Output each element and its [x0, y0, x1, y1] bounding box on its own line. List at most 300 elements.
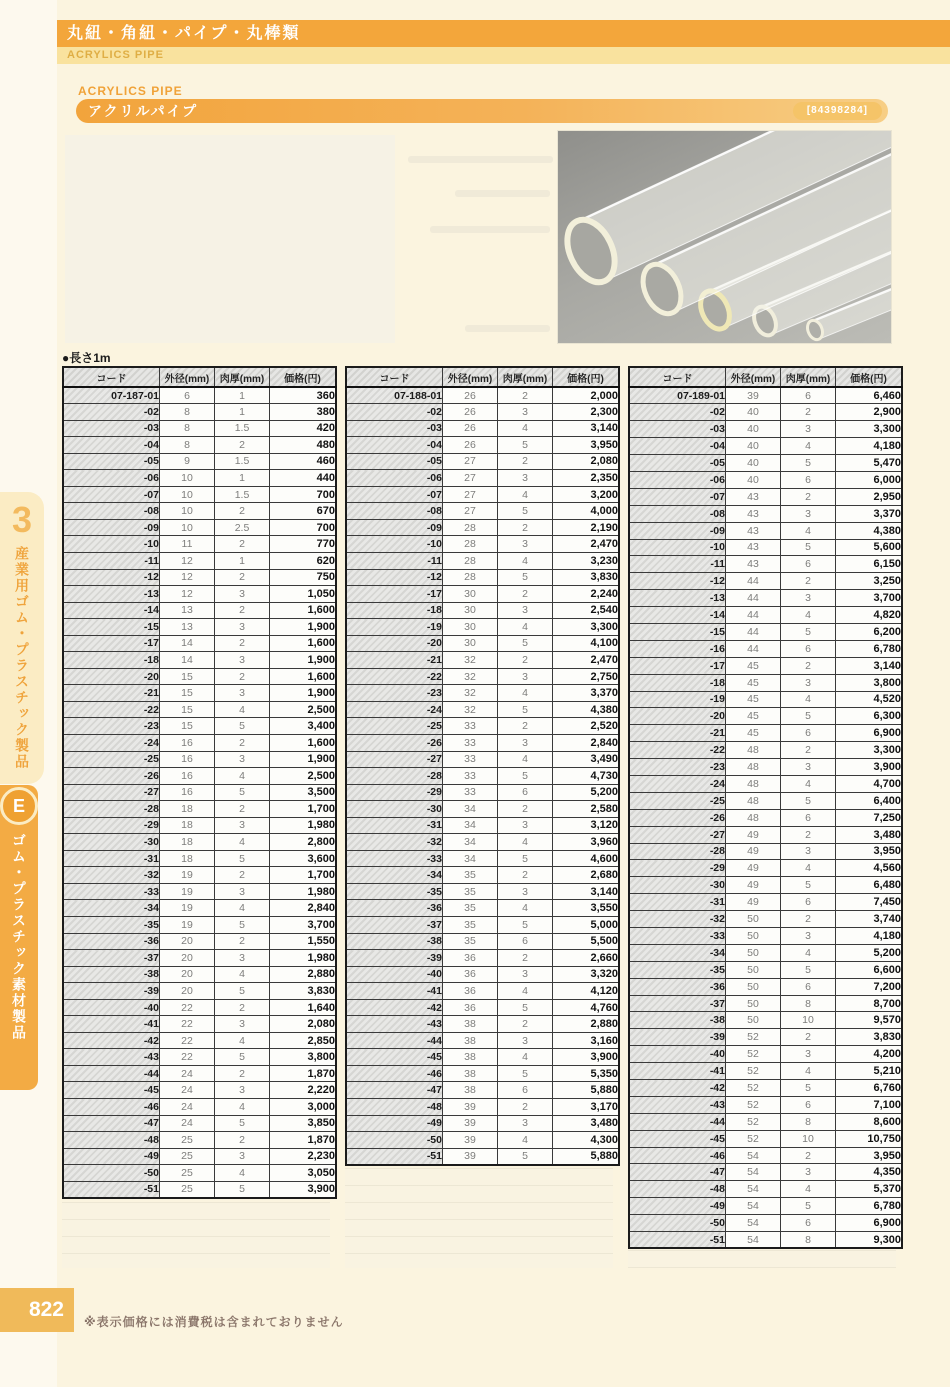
code-cell: -34: [63, 900, 160, 917]
code-cell: -12: [63, 569, 160, 586]
wall-thickness-cell: 3: [498, 734, 553, 751]
table-row: [629, 860, 902, 877]
sidebar-chapter-tab: [0, 492, 44, 784]
price-cell: 1,600: [270, 602, 337, 619]
outer-diameter-cell: 45: [726, 725, 781, 742]
outer-diameter-cell: 44: [726, 607, 781, 624]
code-cell: -37: [63, 950, 160, 967]
code-cell: -17: [629, 657, 726, 674]
outer-diameter-cell: 39: [443, 1099, 498, 1116]
outer-diameter-cell: 36: [443, 983, 498, 1000]
wall-thickness-cell: 5: [498, 917, 553, 934]
table-row: [63, 536, 336, 553]
code-cell: -05: [346, 453, 443, 470]
outer-diameter-cell: 12: [160, 552, 215, 569]
price-cell: 1,550: [270, 933, 337, 950]
outer-diameter-cell: 8: [160, 420, 215, 437]
code-cell: -15: [629, 623, 726, 640]
code-cell: -07: [629, 488, 726, 505]
outer-diameter-cell: 19: [160, 883, 215, 900]
code-cell: -32: [629, 911, 726, 928]
code-cell: -03: [63, 420, 160, 437]
outer-diameter-cell: 15: [160, 718, 215, 735]
outer-diameter-cell: 8: [160, 404, 215, 421]
outer-diameter-cell: 38: [443, 1016, 498, 1033]
table-row: [346, 685, 619, 702]
wall-thickness-cell: 4: [781, 1181, 836, 1198]
wall-thickness-cell: 2: [498, 950, 553, 967]
price-cell: 3,140: [553, 883, 620, 900]
outer-diameter-cell: 20: [160, 966, 215, 983]
table-row: [629, 961, 902, 978]
price-cell: 770: [270, 536, 337, 553]
code-cell: -06: [63, 470, 160, 487]
code-cell: -45: [346, 1049, 443, 1066]
code-cell: -50: [63, 1165, 160, 1182]
wall-thickness-cell: 1.5: [215, 486, 270, 503]
wall-thickness-cell: 5: [215, 983, 270, 1000]
wall-thickness-cell: 2: [215, 536, 270, 553]
wall-thickness-cell: 1: [215, 470, 270, 487]
table-row: [346, 950, 619, 967]
outer-diameter-cell: 26: [443, 404, 498, 421]
wall-thickness-cell: 2: [498, 1016, 553, 1033]
code-cell: -06: [346, 470, 443, 487]
table-row: [346, 519, 619, 536]
outer-diameter-cell: 35: [443, 867, 498, 884]
outer-diameter-cell: 18: [160, 801, 215, 818]
table-row: [63, 701, 336, 718]
table-row: [63, 635, 336, 652]
price-cell: 4,180: [836, 928, 903, 945]
code-cell: -17: [63, 635, 160, 652]
wall-thickness-cell: 3: [498, 668, 553, 685]
wall-thickness-cell: 4: [498, 486, 553, 503]
table-row: [629, 1181, 902, 1198]
price-cell: 4,520: [836, 691, 903, 708]
price-table-07-187: [62, 366, 337, 1199]
outer-diameter-cell: 40: [726, 404, 781, 421]
wall-thickness-cell: 2: [498, 387, 553, 404]
code-cell: -08: [63, 503, 160, 520]
wall-thickness-cell: 2: [781, 657, 836, 674]
code-cell: -04: [346, 437, 443, 454]
wall-thickness-cell: 4: [781, 775, 836, 792]
wall-thickness-cell: 2: [498, 867, 553, 884]
price-cell: 3,700: [270, 917, 337, 934]
table-row: [63, 850, 336, 867]
price-cell: 4,350: [836, 1164, 903, 1181]
price-cell: 3,370: [836, 505, 903, 522]
outer-diameter-cell: 14: [160, 652, 215, 669]
table-row: [346, 619, 619, 636]
table-row: [63, 1115, 336, 1132]
outer-diameter-cell: 40: [726, 455, 781, 472]
price-cell: 3,850: [270, 1115, 337, 1132]
wall-thickness-cell: 2: [215, 602, 270, 619]
outer-diameter-cell: 25: [160, 1148, 215, 1165]
price-cell: 3,400: [270, 718, 337, 735]
wall-thickness-cell: 2: [215, 1132, 270, 1149]
wall-thickness-cell: 5: [215, 718, 270, 735]
wall-thickness-cell: 5: [215, 917, 270, 934]
code-cell: -13: [629, 590, 726, 607]
table-row: [629, 1080, 902, 1097]
table-row: [63, 768, 336, 785]
table-row: [63, 917, 336, 934]
code-cell: 07-189-01: [629, 387, 726, 404]
outer-diameter-cell: 22: [160, 1032, 215, 1049]
price-cell: 1,980: [270, 817, 337, 834]
price-cell: 3,490: [553, 751, 620, 768]
outer-diameter-cell: 39: [443, 1115, 498, 1132]
table-row: [346, 404, 619, 421]
table-row: [629, 556, 902, 573]
wall-thickness-cell: 2: [215, 867, 270, 884]
code-cell: -35: [629, 961, 726, 978]
table-row: [629, 404, 902, 421]
wall-thickness-cell: 5: [498, 1065, 553, 1082]
code-cell: -43: [629, 1096, 726, 1113]
table-row: [346, 966, 619, 983]
code-cell: -23: [346, 685, 443, 702]
outer-diameter-cell: 34: [443, 801, 498, 818]
code-cell: -49: [346, 1115, 443, 1132]
table-row: [63, 999, 336, 1016]
wall-thickness-cell: 3: [498, 883, 553, 900]
code-cell: -46: [63, 1099, 160, 1116]
table-row: [63, 552, 336, 569]
price-cell: 3,300: [836, 742, 903, 759]
code-cell: -49: [63, 1148, 160, 1165]
table-row: [346, 1082, 619, 1099]
price-cell: 6,780: [836, 640, 903, 657]
price-cell: 2,840: [553, 734, 620, 751]
code-cell: -36: [346, 900, 443, 917]
wall-thickness-cell: 6: [781, 809, 836, 826]
wall-thickness-cell: 4: [781, 691, 836, 708]
price-cell: 5,880: [553, 1148, 620, 1165]
table-row: [346, 817, 619, 834]
outer-diameter-cell: 34: [443, 817, 498, 834]
price-table-07-188: [345, 366, 620, 1166]
outer-diameter-cell: 40: [726, 471, 781, 488]
chapter-label: 産業用ゴム・プラスチック製品: [14, 546, 30, 770]
column-header: 外径(mm): [443, 367, 498, 387]
table-row: [63, 801, 336, 818]
code-cell: -41: [63, 1016, 160, 1033]
code-cell: -39: [629, 1029, 726, 1046]
code-cell: -36: [629, 978, 726, 995]
price-cell: 4,820: [836, 607, 903, 624]
price-cell: 7,200: [836, 978, 903, 995]
outer-diameter-cell: 10: [160, 486, 215, 503]
table-row: [63, 668, 336, 685]
outer-diameter-cell: 20: [160, 950, 215, 967]
outer-diameter-cell: 50: [726, 928, 781, 945]
code-cell: -44: [629, 1113, 726, 1130]
wall-thickness-cell: 5: [781, 961, 836, 978]
outer-diameter-cell: 45: [726, 674, 781, 691]
price-cell: 4,380: [553, 701, 620, 718]
wall-thickness-cell: 4: [498, 751, 553, 768]
outer-diameter-cell: 24: [160, 1082, 215, 1099]
wall-thickness-cell: 3: [215, 619, 270, 636]
outer-diameter-cell: 45: [726, 691, 781, 708]
column-header: 価格(円): [553, 367, 620, 387]
table-row: [63, 652, 336, 669]
price-cell: 4,380: [836, 522, 903, 539]
code-cell: -28: [63, 801, 160, 818]
code-cell: -22: [346, 668, 443, 685]
outer-diameter-cell: 27: [443, 470, 498, 487]
outer-diameter-cell: 43: [726, 539, 781, 556]
code-cell: -44: [63, 1065, 160, 1082]
price-cell: 3,960: [553, 834, 620, 851]
code-cell: -31: [629, 894, 726, 911]
code-cell: -44: [346, 1032, 443, 1049]
code-cell: -25: [346, 718, 443, 735]
price-cell: 3,200: [553, 486, 620, 503]
price-cell: 6,400: [836, 792, 903, 809]
outer-diameter-cell: 20: [160, 933, 215, 950]
outer-diameter-cell: 50: [726, 911, 781, 928]
code-cell: -29: [346, 784, 443, 801]
price-cell: 4,700: [836, 775, 903, 792]
ghost-text-line: [408, 156, 553, 163]
wall-thickness-cell: 3: [215, 685, 270, 702]
code-cell: -02: [63, 404, 160, 421]
ghost-table: [62, 1202, 330, 1268]
wall-thickness-cell: 3: [781, 590, 836, 607]
length-note: ●長さ1m: [62, 351, 111, 365]
acrylic-pipes-illustration: [558, 131, 891, 343]
outer-diameter-cell: 43: [726, 556, 781, 573]
wall-thickness-cell: 5: [781, 539, 836, 556]
wall-thickness-cell: 3: [781, 1046, 836, 1063]
table-row: [629, 1130, 902, 1147]
wall-thickness-cell: 5: [215, 850, 270, 867]
wall-thickness-cell: 1: [215, 404, 270, 421]
outer-diameter-cell: 32: [443, 652, 498, 669]
outer-diameter-cell: 48: [726, 809, 781, 826]
wall-thickness-cell: 3: [498, 536, 553, 553]
price-cell: 6,760: [836, 1080, 903, 1097]
outer-diameter-cell: 43: [726, 522, 781, 539]
ghost-bleedthrough-panel: [65, 135, 395, 343]
column-header: 肉厚(mm): [781, 367, 836, 387]
table-row: [63, 751, 336, 768]
table-row: [346, 900, 619, 917]
table-row: [346, 999, 619, 1016]
outer-diameter-cell: 30: [443, 586, 498, 603]
price-cell: 3,170: [553, 1099, 620, 1116]
table-row: [629, 657, 902, 674]
table-row: [629, 1198, 902, 1215]
wall-thickness-cell: 2: [215, 503, 270, 520]
outer-diameter-cell: 50: [726, 944, 781, 961]
outer-diameter-cell: 38: [443, 1082, 498, 1099]
code-cell: -02: [629, 404, 726, 421]
outer-diameter-cell: 44: [726, 623, 781, 640]
wall-thickness-cell: 5: [498, 437, 553, 454]
table-row: [63, 519, 336, 536]
table-row: [629, 421, 902, 438]
wall-thickness-cell: 2: [498, 586, 553, 603]
price-cell: 1,600: [270, 734, 337, 751]
outer-diameter-cell: 22: [160, 999, 215, 1016]
wall-thickness-cell: 2: [215, 933, 270, 950]
wall-thickness-cell: 4: [498, 1132, 553, 1149]
outer-diameter-cell: 54: [726, 1181, 781, 1198]
price-cell: 2,220: [270, 1082, 337, 1099]
code-cell: -14: [629, 607, 726, 624]
code-cell: -28: [346, 768, 443, 785]
table-row: [346, 850, 619, 867]
outer-diameter-cell: 25: [160, 1165, 215, 1182]
code-cell: -42: [63, 1032, 160, 1049]
wall-thickness-cell: 4: [781, 522, 836, 539]
price-cell: 2,500: [270, 768, 337, 785]
price-cell: 6,600: [836, 961, 903, 978]
code-cell: -08: [346, 503, 443, 520]
wall-thickness-cell: 4: [215, 768, 270, 785]
wall-thickness-cell: 5: [781, 877, 836, 894]
code-cell: -12: [629, 573, 726, 590]
wall-thickness-cell: 4: [781, 944, 836, 961]
code-cell: -10: [346, 536, 443, 553]
outer-diameter-cell: 32: [443, 668, 498, 685]
price-cell: 1,870: [270, 1132, 337, 1149]
code-cell: -05: [629, 455, 726, 472]
table-row: [629, 573, 902, 590]
table-row: [629, 911, 902, 928]
price-cell: 9,570: [836, 1012, 903, 1029]
outer-diameter-cell: 34: [443, 850, 498, 867]
code-cell: -40: [629, 1046, 726, 1063]
code-cell: -23: [63, 718, 160, 735]
outer-diameter-cell: 33: [443, 751, 498, 768]
price-cell: 4,730: [553, 768, 620, 785]
table-row: [346, 602, 619, 619]
wall-thickness-cell: 2: [215, 999, 270, 1016]
outer-diameter-cell: 36: [443, 999, 498, 1016]
table-row: [629, 759, 902, 776]
code-cell: -38: [63, 966, 160, 983]
code-cell: -37: [346, 917, 443, 934]
wall-thickness-cell: 2: [215, 437, 270, 454]
code-cell: -46: [629, 1147, 726, 1164]
table-row: [629, 674, 902, 691]
price-cell: 4,000: [553, 503, 620, 520]
code-cell: -22: [63, 701, 160, 718]
wall-thickness-cell: 2: [498, 519, 553, 536]
code-cell: -39: [63, 983, 160, 1000]
wall-thickness-cell: 5: [215, 1115, 270, 1132]
price-cell: 3,050: [270, 1165, 337, 1182]
outer-diameter-cell: 25: [160, 1181, 215, 1198]
price-cell: 2,950: [836, 488, 903, 505]
outer-diameter-cell: 32: [443, 701, 498, 718]
wall-thickness-cell: 3: [215, 1148, 270, 1165]
code-cell: -50: [346, 1132, 443, 1149]
table-row: [346, 470, 619, 487]
table-row: [63, 966, 336, 983]
price-cell: 3,830: [553, 569, 620, 586]
code-cell: -09: [63, 519, 160, 536]
price-cell: 3,300: [553, 619, 620, 636]
code-cell: -09: [346, 519, 443, 536]
wall-thickness-cell: 3: [498, 817, 553, 834]
code-cell: -24: [63, 734, 160, 751]
table-row: [629, 438, 902, 455]
code-cell: 07-188-01: [346, 387, 443, 404]
wall-thickness-cell: 4: [215, 900, 270, 917]
code-cell: -43: [63, 1049, 160, 1066]
outer-diameter-cell: 12: [160, 586, 215, 603]
table-row: [63, 453, 336, 470]
price-cell: 3,950: [836, 1147, 903, 1164]
price-cell: 6,780: [836, 1198, 903, 1215]
wall-thickness-cell: 10: [781, 1012, 836, 1029]
outer-diameter-cell: 26: [443, 437, 498, 454]
wall-thickness-cell: 6: [781, 471, 836, 488]
price-cell: 2,540: [553, 602, 620, 619]
code-cell: -42: [629, 1080, 726, 1097]
column-header: 価格(円): [270, 367, 337, 387]
price-cell: 1,900: [270, 685, 337, 702]
section-title-bar: [76, 99, 888, 123]
code-cell: -35: [346, 883, 443, 900]
price-cell: 1,600: [270, 668, 337, 685]
price-cell: 480: [270, 437, 337, 454]
wall-thickness-cell: 4: [498, 900, 553, 917]
table-row: [629, 1096, 902, 1113]
outer-diameter-cell: 24: [160, 1115, 215, 1132]
table-row: [346, 420, 619, 437]
code-cell: -18: [63, 652, 160, 669]
outer-diameter-cell: 48: [726, 775, 781, 792]
table-row: [629, 928, 902, 945]
table-row: [346, 387, 619, 404]
table-row: [63, 1016, 336, 1033]
table-row: [63, 387, 336, 404]
wall-thickness-cell: 2: [498, 718, 553, 735]
wall-thickness-cell: 1.5: [215, 420, 270, 437]
price-cell: 1,900: [270, 751, 337, 768]
page-number: 822: [0, 1288, 74, 1332]
wall-thickness-cell: 5: [498, 635, 553, 652]
price-cell: 2,900: [836, 404, 903, 421]
price-cell: 6,900: [836, 725, 903, 742]
wall-thickness-cell: 2: [781, 573, 836, 590]
wall-thickness-cell: 3: [781, 759, 836, 776]
wall-thickness-cell: 3: [215, 586, 270, 603]
outer-diameter-cell: 22: [160, 1016, 215, 1033]
wall-thickness-cell: 4: [498, 619, 553, 636]
wall-thickness-cell: 5: [781, 1198, 836, 1215]
outer-diameter-cell: 49: [726, 826, 781, 843]
table-row: [63, 900, 336, 917]
code-cell: -10: [63, 536, 160, 553]
wall-thickness-cell: 3: [498, 966, 553, 983]
table-row: [629, 1113, 902, 1130]
price-cell: 2,880: [553, 1016, 620, 1033]
price-cell: 3,160: [553, 1032, 620, 1049]
price-cell: 460: [270, 453, 337, 470]
wall-thickness-cell: 2: [781, 404, 836, 421]
table-row: [629, 1063, 902, 1080]
